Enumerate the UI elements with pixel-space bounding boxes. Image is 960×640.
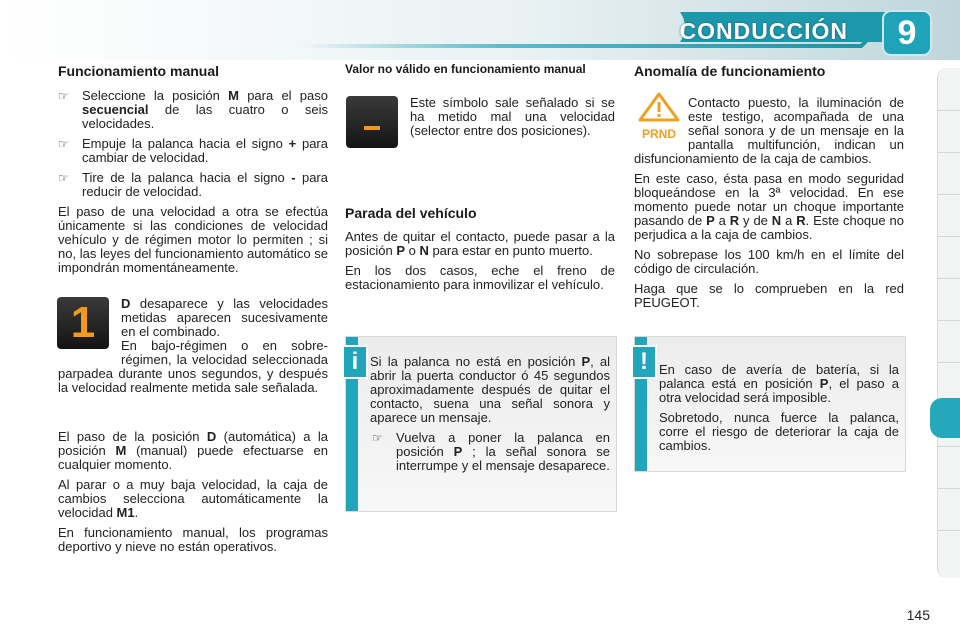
paragraph-d-to-m: El paso de la posición D (automática) a la posición M (manual) puede efectuarse en cualquier momento. xyxy=(58,429,328,472)
warning-panel xyxy=(634,336,906,472)
pointing-hand-icon: ☞ xyxy=(372,431,383,445)
paragraph-programs: En funcionamiento manual, los programas deportivo y nieve no están operativos. xyxy=(58,525,328,554)
chapter-tab-active[interactable] xyxy=(930,398,960,438)
section-heading-manual: Funcionamiento manual xyxy=(58,63,220,79)
tab-divider xyxy=(938,194,960,195)
section-heading-stop: Parada del vehículo xyxy=(345,205,477,221)
list-item: ☞ Seleccione la posición M para el paso secuencial de las cuatro o seis velocidades. xyxy=(58,88,328,131)
pointing-hand-icon: ☞ xyxy=(58,171,69,185)
invalid-gear-icon xyxy=(346,96,398,148)
tab-divider xyxy=(938,446,960,447)
info-panel xyxy=(345,336,617,512)
paragraph-invalid: Este símbolo sale señalado si se ha metido mal una velocidad (selector entre dos posiciones). xyxy=(410,95,615,138)
dash-mark xyxy=(364,126,380,130)
paragraph-info: Si la palanca no está en posición P, al abrir la puerta conductor ó 45 segundos aproximadamente después de quitar el contacto, suena una señal sonora y aparece un mensaje. xyxy=(370,354,611,425)
exclamation-icon: ! xyxy=(631,345,657,379)
chapter-number-badge: 9 xyxy=(882,10,932,56)
paragraph-stop-1: Antes de quitar el contacto, puede pasar a la posición P o N para estar en punto muerto. xyxy=(345,229,615,258)
list-item: ☞ Empuje la palanca hacia el signo + para cambiar de velocidad. xyxy=(58,136,328,165)
pointing-hand-icon: ☞ xyxy=(58,89,69,103)
pointing-hand-icon: ☞ xyxy=(58,137,69,151)
page-number: 145 xyxy=(906,607,930,623)
paragraph-d-disappears: D desaparece y las velocidades metidas aparecen sucesivamente en el combinado. xyxy=(121,296,328,339)
manual-steps-list xyxy=(56,89,328,205)
paragraph-gear-shift: El paso de una velocidad a otra se efectúa únicamente si las condiciones de velocidad vehículo y de régimen motor lo permiten ; si no, las leyes del funcionamiento automático se impondrán momentáneamente. xyxy=(58,204,328,275)
section-heading-malfunction: Anomalía de funcionamiento xyxy=(634,63,826,79)
tab-divider xyxy=(938,362,960,363)
chapter-title: CONDUCCIÓN xyxy=(679,18,848,44)
list-item: ☞ Tire de la palanca hacia el signo - para reducir de velocidad. xyxy=(58,170,328,199)
paragraph-low-speed: Al parar o a muy baja velocidad, la caja de cambios selecciona automáticamente la velocidad M1. xyxy=(58,477,328,520)
prnd-label: PRND xyxy=(641,127,676,141)
col1-bottom-text xyxy=(58,430,328,560)
tab-divider xyxy=(938,320,960,321)
section-heading-invalid: Valor no válido en funcionamiento manual xyxy=(345,62,586,76)
paragraph-stop-2: En los dos casos, eche el freno de estacionamiento para inmovilizar el vehículo. xyxy=(345,263,615,292)
tab-divider xyxy=(938,110,960,111)
paragraph-safety-mode: En este caso, ésta pasa en modo seguridad bloqueándose en la 3ª velocidad. En ese momento puede notar un choque importante pasando de P a R y de N a R. Este choque no perjudica a la caja de cambios. xyxy=(634,171,904,242)
stop-text xyxy=(345,230,615,298)
paragraph-over-rev: En bajo-régimen o en sobre-régimen, la velocidad seleccionada parpadea durante unos segundos, y después la velocidad realmente metida sale señalada. xyxy=(58,338,328,395)
paragraph-speed-limit: No sobrepase los 100 km/h en el límite del código de circulación. xyxy=(634,247,904,276)
paragraph-battery: En caso de avería de batería, si la palanca está en posición P, el paso a otra velocidad será imposible. xyxy=(659,362,899,405)
tab-divider xyxy=(938,152,960,153)
info-text xyxy=(370,355,610,479)
tab-divider xyxy=(938,530,960,531)
tab-divider xyxy=(938,488,960,489)
malfunction-text xyxy=(634,96,904,316)
info-list xyxy=(370,431,610,473)
paragraph-no-force: Sobretodo, nunca fuerce la palanca, corre el riesgo de deteriorar la caja de cambios. xyxy=(659,410,899,453)
chapter-tab-rail xyxy=(937,68,960,578)
tab-divider xyxy=(938,236,960,237)
info-icon: i xyxy=(342,345,368,379)
paragraph-warning-light: Contacto puesto, la iluminación de este testigo, acompañada de una señal sonora y de un mensaje en la pantalla multifunción, indican un disfuncionamiento de la caja de cambios. xyxy=(634,95,904,166)
warning-text xyxy=(659,363,899,459)
gear-digit: 1 xyxy=(70,298,96,347)
list-item: ☞ Vuelva a poner la palanca en posición P ; la señal sonora se interrumpe y el mensaje desaparece. xyxy=(372,430,610,473)
tab-divider xyxy=(938,278,960,279)
paragraph-dealer-check: Haga que se lo comprueben en la red PEUGEOT. xyxy=(634,281,904,310)
